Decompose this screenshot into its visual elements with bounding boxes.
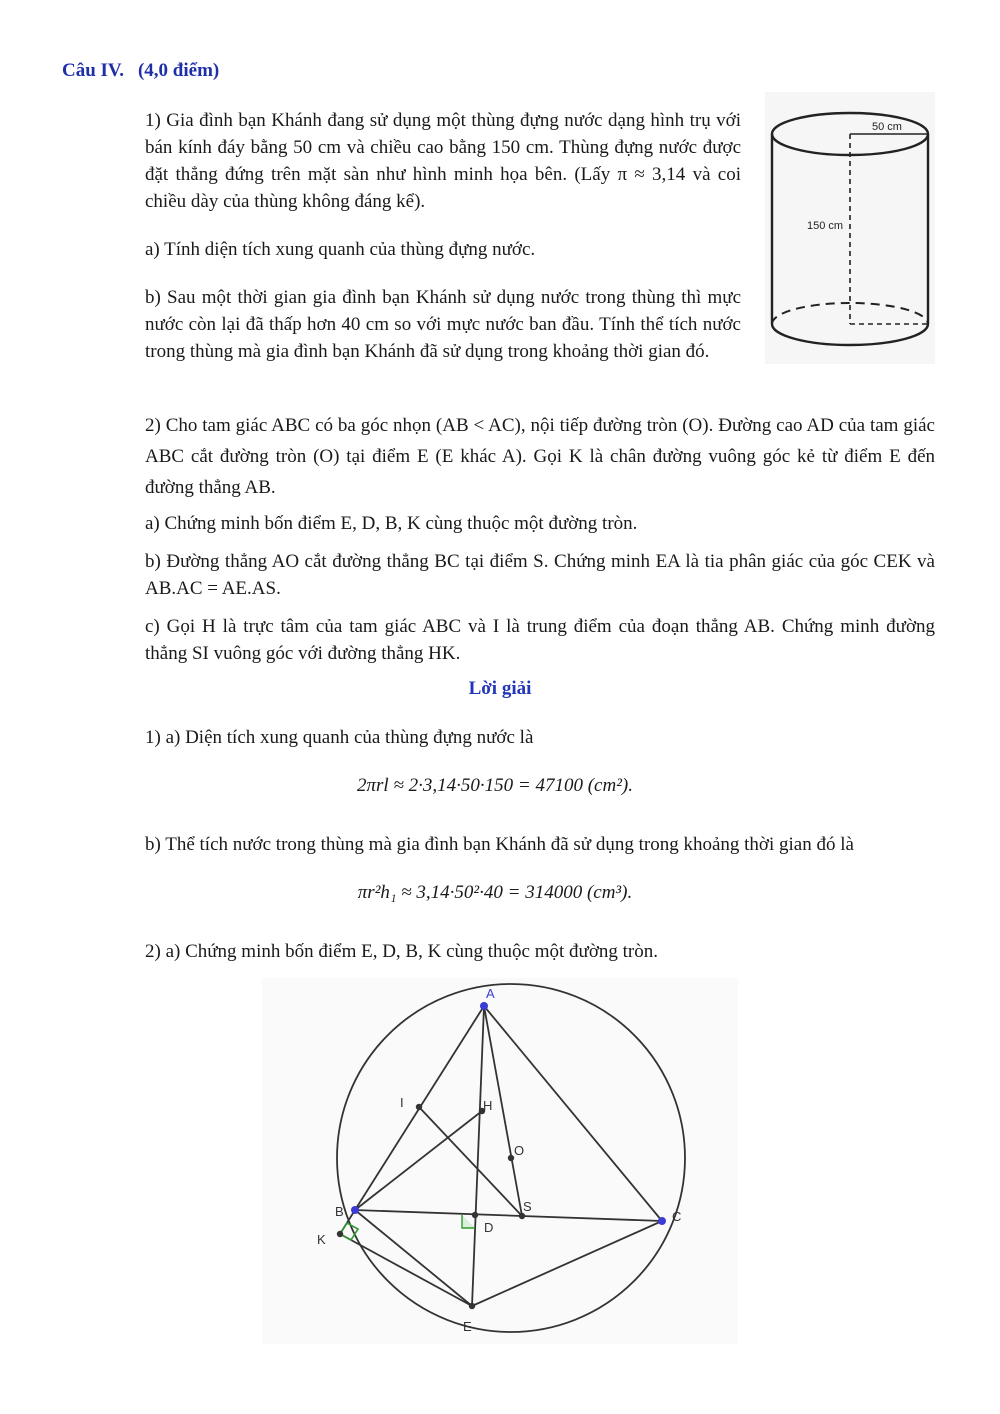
label-O: O	[514, 1143, 525, 1158]
formula-lateral-area: 2πrl ≈ 2·3,14·50·150 = 47100 (cm²).	[357, 775, 633, 796]
solution-2a-text: 2) a) Chứng minh bốn điểm E, D, B, K cùng thuộc một đường tròn.	[145, 941, 658, 962]
point-C	[658, 1217, 666, 1225]
point-E	[469, 1303, 475, 1309]
geometry-figure	[262, 978, 738, 1344]
label-E: E	[463, 1319, 472, 1334]
label-H: H	[483, 1098, 493, 1113]
formula-volume: πr²h₁ ≈ 3,14·50²·40 = 314000 (cm³).	[357, 882, 633, 903]
geometry-figure-background	[262, 978, 738, 1344]
label-D: D	[484, 1220, 494, 1235]
part2-question-a: a) Chứng minh bốn điểm E, D, B, K cùng thuộc một đường tròn.	[145, 513, 638, 534]
part1-question-b: b) Sau một thời gian gia đình bạn Khánh sử dụng nước trong thùng thì mực nước còn lại đã thấp hơn 40 cm so với mực nước ban đầu. Tính thể tích nước trong thùng mà gia đình bạn Khánh đã sử dụng trong khoảng thời gian đó.	[145, 287, 741, 362]
cylinder-height-label: 150 cm	[807, 220, 844, 232]
label-S: S	[523, 1199, 532, 1214]
solution-1b-text: b) Thể tích nước trong thùng mà gia đình bạn Khánh đã sử dụng trong khoảng thời gian đó là	[145, 834, 854, 855]
question-header	[62, 60, 219, 82]
solution-1a-text: 1) a) Diện tích xung quanh của thùng đựng nước là	[145, 727, 534, 748]
cylinder-figure	[765, 92, 935, 364]
point-K	[337, 1231, 343, 1237]
point-A	[480, 1002, 488, 1010]
label-K: K	[317, 1232, 326, 1247]
point-D	[472, 1212, 478, 1218]
part2-intro: 2) Cho tam giác ABC có ba góc nhọn (AB < AC), nội tiếp đường tròn (O). Đường cao AD của tam giác ABC cắt đường tròn (O) tại điểm E (E khác A). Gọi K là chân đường vuông góc kẻ từ điểm E đến đường thẳng AB.	[145, 415, 935, 498]
part2-question-b: b) Đường thẳng AO cắt đường thẳng BC tại điểm S. Chứng minh EA là tia phân giác của góc CEK và AB.AC = AE.AS.	[145, 551, 935, 599]
solution-title: Lời giải	[468, 678, 532, 699]
part2-question-c: c) Gọi H là trực tâm của tam giác ABC và I là trung điểm của đoạn thẳng AB. Chứng minh đường thẳng SI vuông góc với đường thẳng HK.	[145, 616, 935, 664]
question-label: Câu IV.	[62, 60, 124, 81]
label-A: A	[486, 986, 495, 1001]
label-B: B	[335, 1204, 344, 1219]
label-I: I	[400, 1095, 404, 1110]
point-I	[416, 1104, 422, 1110]
label-C: C	[672, 1209, 682, 1224]
part1-intro: 1) Gia đình bạn Khánh đang sử dụng một thùng đựng nước dạng hình trụ với bán kính đáy bằng 50 cm và chiều cao bằng 150 cm. Thùng đựng nước được đặt thẳng đứng trên mặt sàn như hình minh họa bên. (Lấy π ≈ 3,14 và coi chiều dày của thùng không đáng kể).	[145, 110, 741, 212]
question-points: (4,0 điểm)	[137, 60, 220, 81]
point-B	[351, 1206, 359, 1214]
part1-question-a: a) Tính diện tích xung quanh của thùng đựng nước.	[145, 239, 536, 260]
cylinder-radius-label: 50 cm	[872, 121, 902, 133]
